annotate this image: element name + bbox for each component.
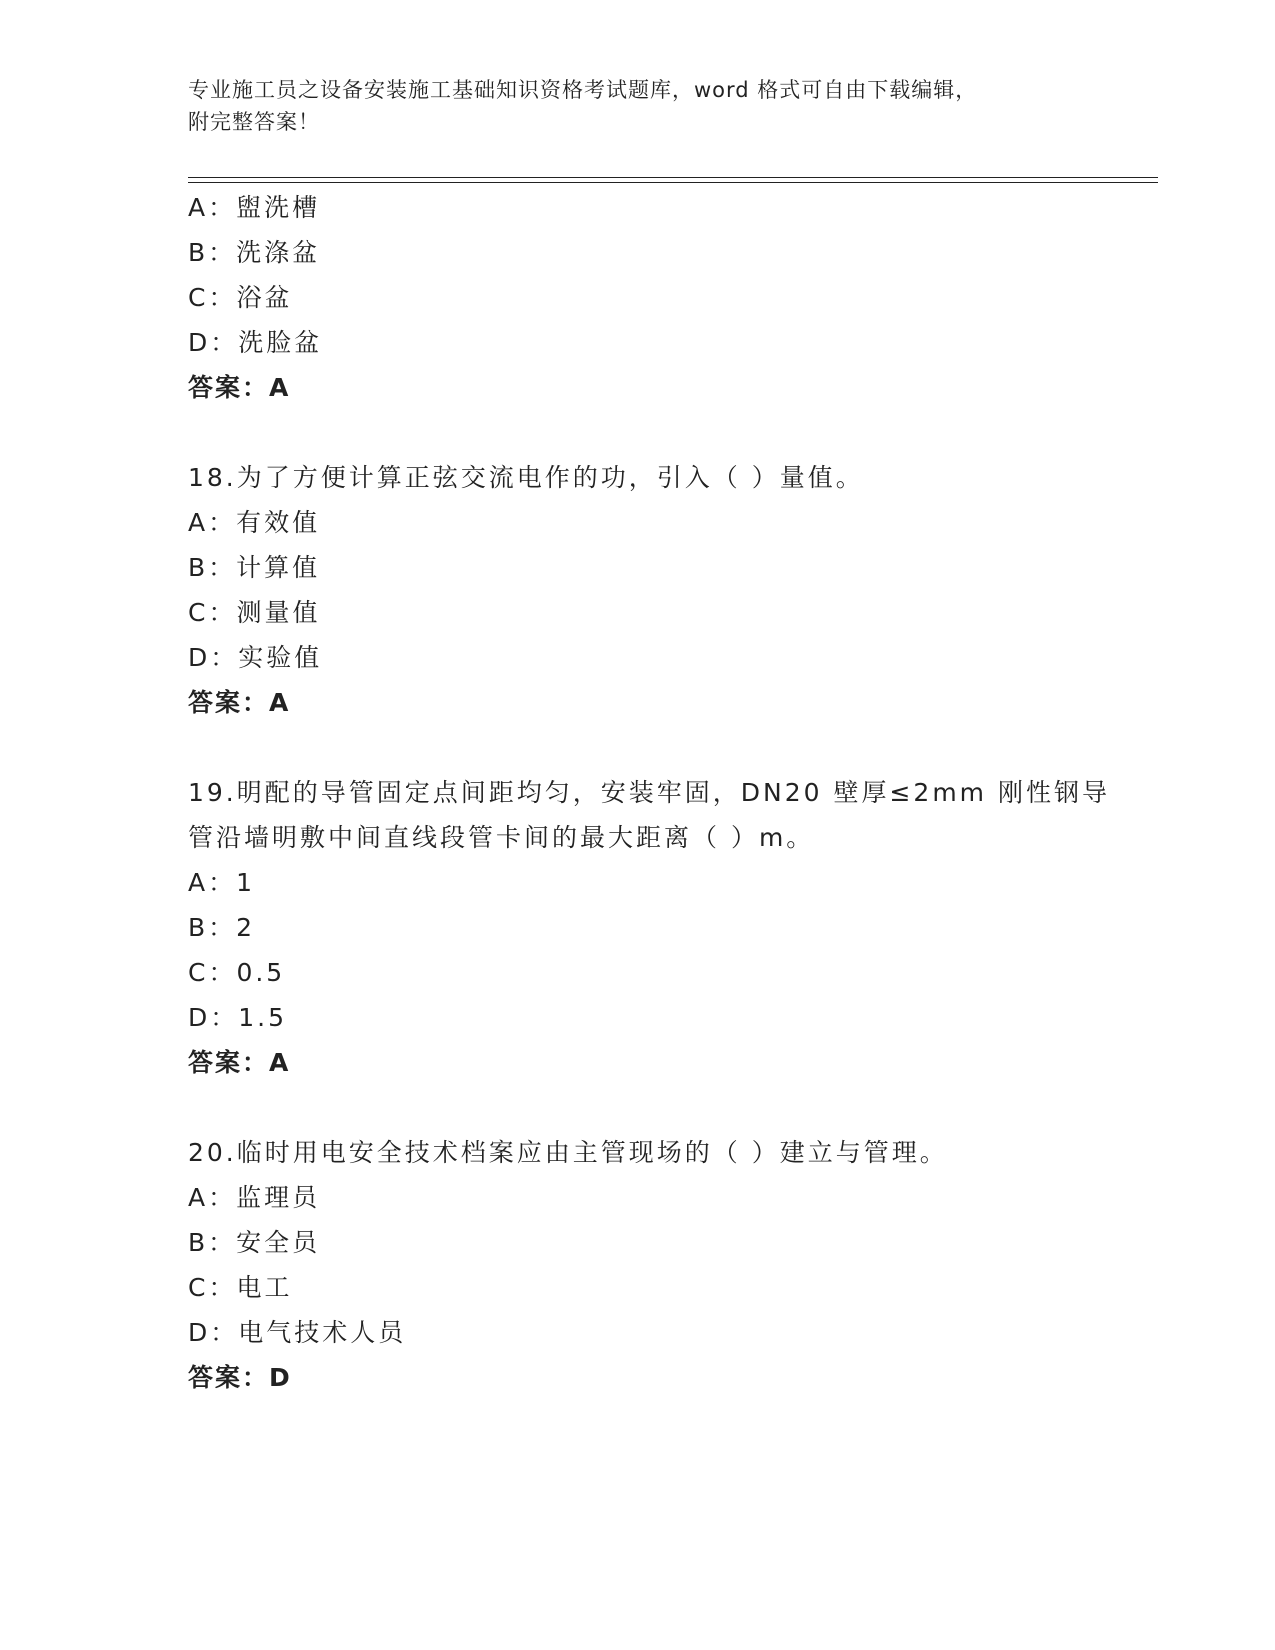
q20-option-a: A：监理员 [188, 1183, 321, 1212]
q17-option-b: B：洗涤盆 [188, 238, 321, 267]
q17-option-d: D：洗脸盆 [188, 328, 323, 357]
q18-answer: 答案：A [188, 688, 291, 717]
q17-answer: 答案：A [188, 373, 291, 402]
q19-answer: 答案：A [188, 1048, 291, 1077]
q18-option-c: C：测量值 [188, 598, 321, 627]
q19-option-d: D：1.5 [188, 1003, 288, 1032]
q19-question-line-1: 19.明配的导管固定点间距均匀，安装牢固，DN20 壁厚≤2mm 刚性钢导 [188, 778, 1110, 807]
q18-option-d: D：实验值 [188, 643, 323, 672]
q20-option-c: C：电工 [188, 1273, 293, 1302]
q17-option-a: A：盥洗槽 [188, 193, 321, 222]
q19-question-line-2: 管沿墙明敷中间直线段管卡间的最大距离（ ）m。 [188, 823, 815, 852]
header-divider-thick [188, 177, 1158, 178]
q18-option-b: B：计算值 [188, 553, 321, 582]
q20-option-b: B：安全员 [188, 1228, 321, 1257]
q20-answer: 答案：D [188, 1363, 292, 1392]
q17-option-c: C：浴盆 [188, 283, 293, 312]
q18-question: 18.为了方便计算正弦交流电作的功，引入（ ）量值。 [188, 463, 864, 492]
q19-option-b: B：2 [188, 913, 256, 942]
q19-option-c: C：0.5 [188, 958, 286, 987]
header-divider-thin [188, 182, 1158, 183]
q20-question: 20.临时用电安全技术档案应由主管现场的（ ）建立与管理。 [188, 1138, 948, 1167]
header-line-1: 专业施工员之设备安装施工基础知识资格考试题库，word 格式可自由下载编辑， [188, 78, 978, 102]
q18-option-a: A：有效值 [188, 508, 321, 537]
header-line-2: 附完整答案！ [188, 110, 320, 134]
document-header [188, 74, 1068, 138]
q20-option-d: D：电气技术人员 [188, 1318, 407, 1347]
q19-option-a: A：1 [188, 868, 256, 897]
